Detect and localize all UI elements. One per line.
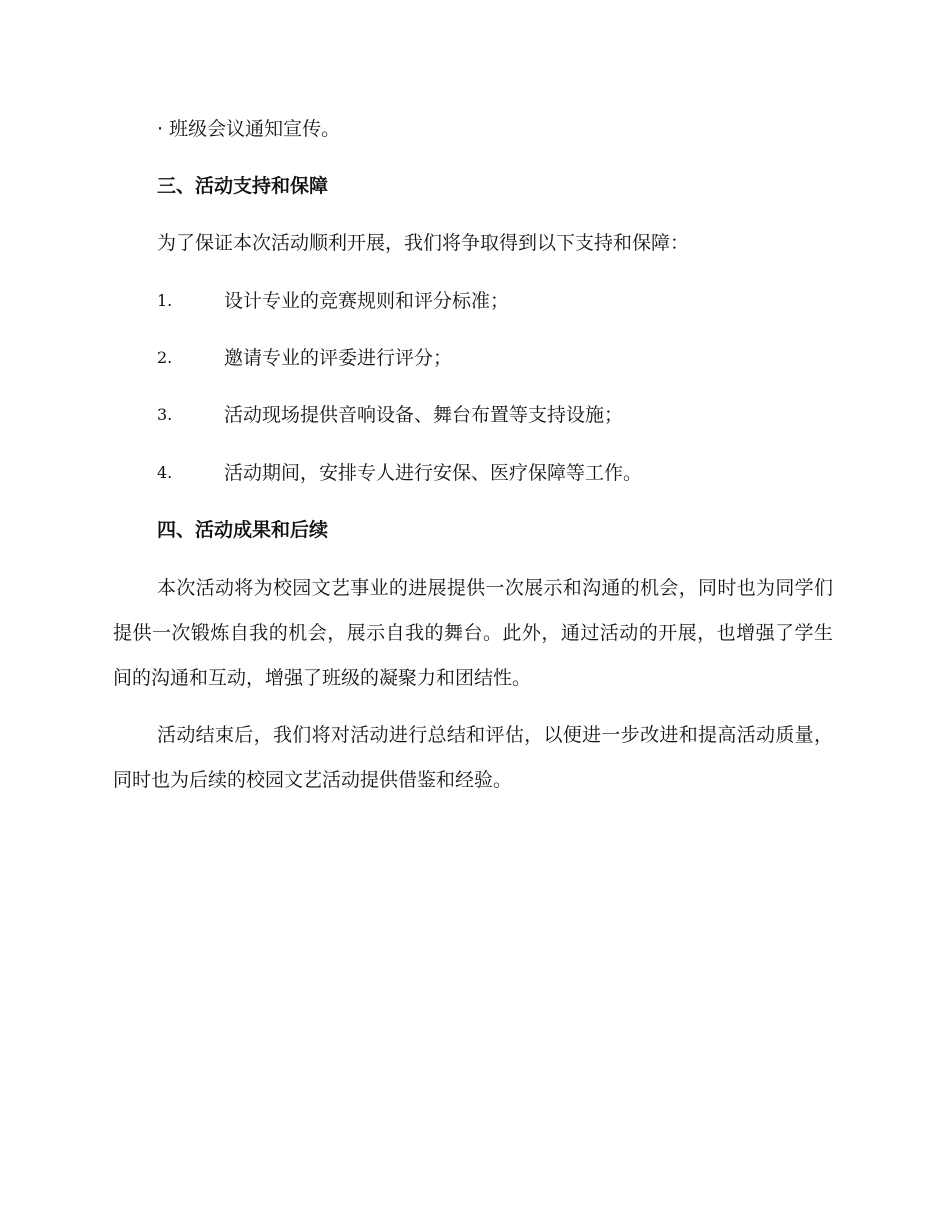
list-item-number: 2. xyxy=(157,348,173,367)
section-4-paragraph-2: 活动结束后，我们将对活动进行总结和评估，以便进一步改进和提高活动质量，同时也为后续的校园文艺活动提供借鉴和经验。 xyxy=(113,724,833,791)
list-item-number: 3. xyxy=(157,405,173,424)
section-4-paragraph-1: 本次活动将为校园文艺事业的进展提供一次展示和沟通的机会，同时也为同学们提供一次锻炼自我的机会，展示自我的舞台。此外，通过活动的开展，也增强了学生间的沟通和互动，增强了班级的凝聚力和团结性。 xyxy=(113,577,833,689)
list-item-number: 1. xyxy=(157,291,173,310)
list-item-text: 设计专业的竞赛规则和评分标准； xyxy=(224,290,510,312)
section-3-intro: 为了保证本次活动顺利开展，我们将争取得到以下支持和保障： xyxy=(157,232,690,254)
list-item-number: 4. xyxy=(157,463,173,482)
list-item-text: 活动期间，安排专人进行安保、医疗保障等工作。 xyxy=(224,462,643,484)
bullet-item: · 班级会议通知宣传。 xyxy=(157,118,341,140)
section-3-heading: 三、活动支持和保障 xyxy=(157,175,329,197)
section-4-heading: 四、活动成果和后续 xyxy=(157,519,329,541)
list-item-text: 邀请专业的评委进行评分； xyxy=(224,347,453,369)
list-item-text: 活动现场提供音响设备、舞台布置等支持设施； xyxy=(224,404,624,426)
